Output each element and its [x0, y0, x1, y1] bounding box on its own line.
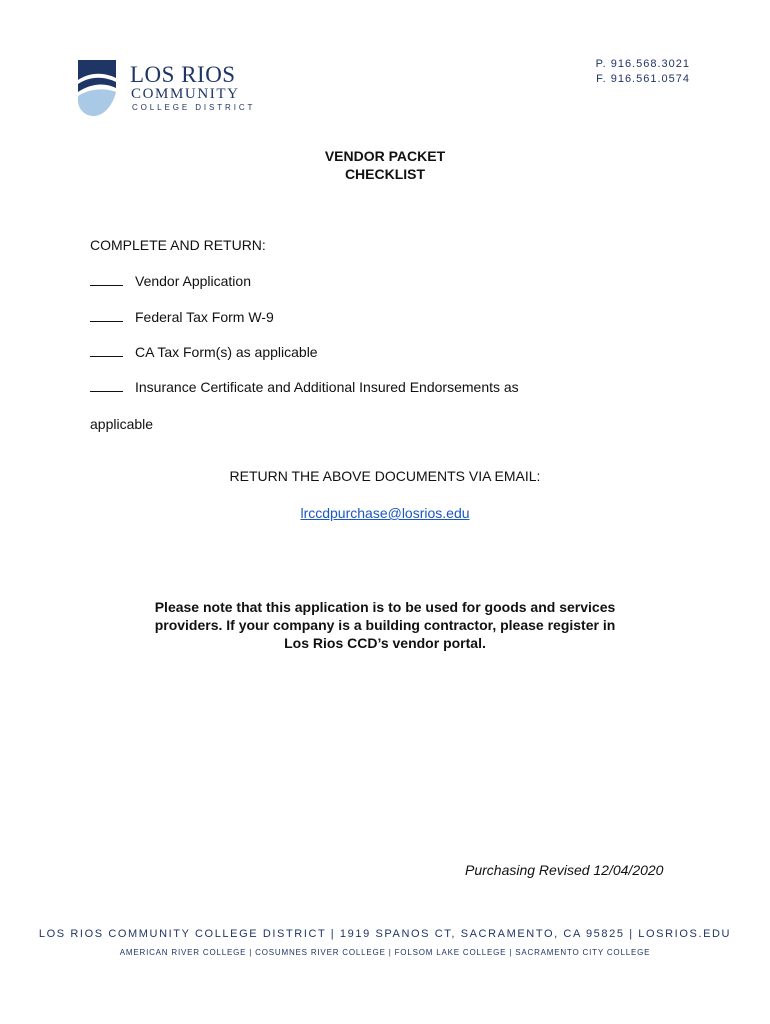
logo-mark-icon [76, 58, 118, 118]
checklist-heading: COMPLETE AND RETURN: [90, 237, 266, 253]
logo-text-community: COMMUNITY [131, 86, 240, 102]
logo-text-los-rios: LOS RIOS [130, 62, 236, 87]
checklist-item-label: CA Tax Form(s) as applicable [135, 344, 318, 360]
checkbox-blank-line [90, 273, 123, 286]
note-paragraph [125, 598, 645, 652]
checklist-item [90, 379, 519, 395]
note-line: Los Rios CCD’s vendor portal. [284, 635, 486, 651]
phone-number: P. 916.568.3021 [595, 58, 690, 70]
page-title-line1: VENDOR PACKET [324, 148, 446, 164]
fax-number: F. 916.561.0574 [596, 73, 690, 85]
checklist-item-continuation: applicable [90, 416, 154, 432]
return-instruction: RETURN THE ABOVE DOCUMENTS VIA EMAIL: [229, 468, 541, 484]
checklist-item [90, 273, 251, 289]
checklist-item [90, 344, 318, 360]
checkbox-blank-line [90, 379, 123, 392]
checklist-item-label: Vendor Application [135, 273, 251, 289]
checkbox-blank-line [90, 309, 123, 322]
page-title-line2: CHECKLIST [344, 166, 426, 182]
checklist-item-label: Federal Tax Form W-9 [135, 309, 274, 325]
note-line: providers. If your company is a building contractor, please register in [154, 617, 616, 633]
checklist-item-label: Insurance Certificate and Additional Insured Endorsements as [135, 379, 519, 395]
email-link[interactable]: lrccdpurchase@losrios.edu [300, 505, 470, 521]
revision-date: Purchasing Revised 12/04/2020 [465, 862, 664, 878]
note-line: Please note that this application is to be used for goods and services [154, 599, 616, 615]
email-link-wrapper [0, 505, 770, 521]
checklist-item [90, 309, 274, 325]
footer-address: LOS RIOS COMMUNITY COLLEGE DISTRICT | 1919 SPANOS CT, SACRAMENTO, CA 95825 | LOSRIOS.EDU [38, 928, 732, 940]
checkbox-blank-line [90, 344, 123, 357]
footer-colleges: AMERICAN RIVER COLLEGE | COSUMNES RIVER COLLEGE | FOLSOM LAKE COLLEGE | SACRAMENTO CITY COLLEGE [119, 948, 651, 957]
logo-text-college-district: COLLEGE DISTRICT [132, 103, 256, 112]
